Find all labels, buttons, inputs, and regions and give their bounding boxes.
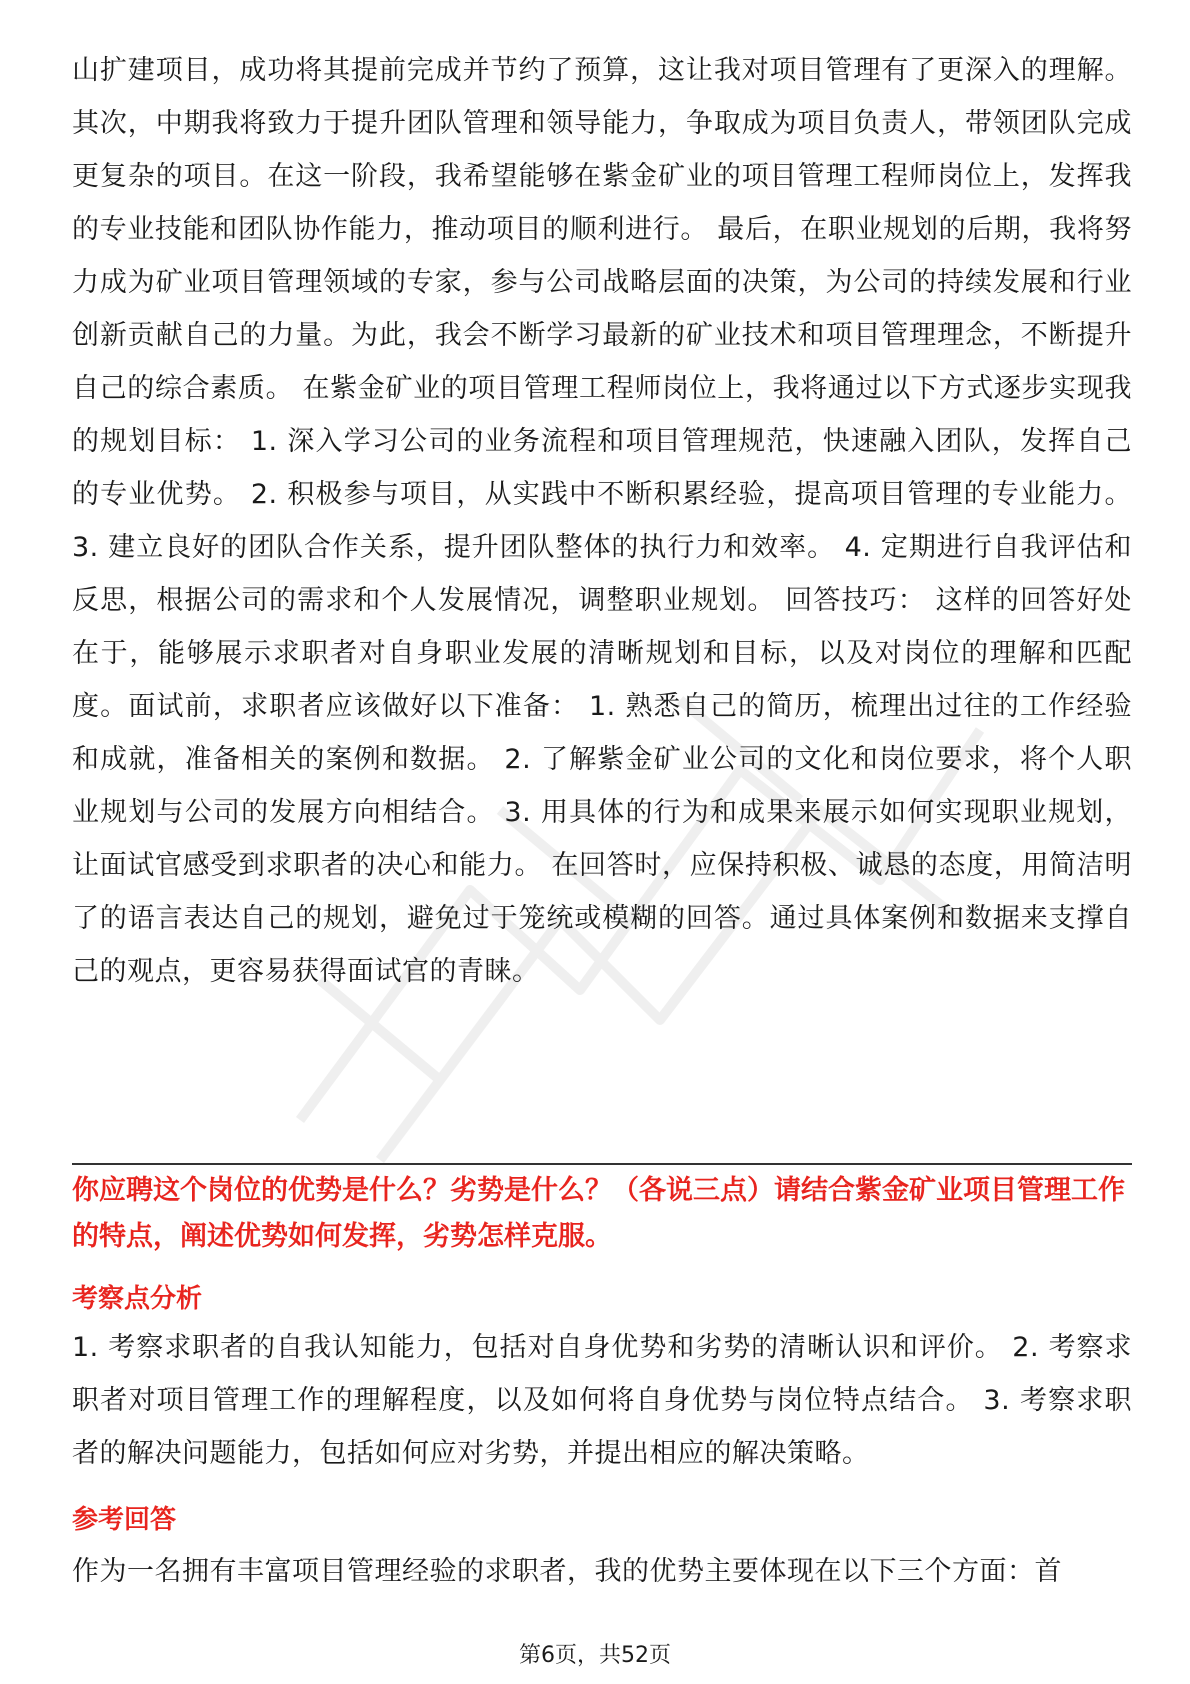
reference-answer-heading: 参考回答 — [72, 1505, 177, 1535]
continued-answer-paragraph: 山扩建项目，成功将其提前完成并节约了预算，这让我对项目管理有了更深入的理解。 其次，中期我将致力于提升团队管理和领导能力，争取成为项目负责人，带领团队完成更复杂的项目。在这一阶段，我希望能够在紫金矿业的项目管理工程师岗位上，发挥我的专业技能和团队协作能力，推动项目的顺利进行。 最后，在职业规划的后期，我将努力成为矿业项目管理领域的专家，参与公司战略层面的决策，为公司的持续发展和行业创新贡献自己的力量。为此，我会不断学习最新的矿业技术和项目管理理念，不断提升自己的综合素质。 在紫金矿业的项目管理工程师岗位上，我将通过以下方式逐步实现我的规划目标： 1. 深入学习公司的业务流程和项目管理规范，快速融入团队，发挥自己的专业优势。 2. 积极参与项目，从实践中不断积累经验，提高项目管理的专业能力。 3. 建立良好的团队合作关系，提升团队整体的执行力和效率。 4. 定期进行自我评估和反思，根据公司的需求和个人发展情况，调整职业规划。 回答技巧： 这样的回答好处在于，能够展示求职者对自身职业发展的清晰规划和目标，以及对岗位的理解和匹配度。面试前，求职者应该做好以下准备： 1. 熟悉自己的简历，梳理出过往的工作经验和成就，准备相关的案例和数据。 2. 了解紫金矿业公司的文化和岗位要求，将个人职业规划与公司的发展方向相结合。 3. 用具体的行为和成果来展示如何实现职业规划，让面试官感受到求职者的决心和能力。 在回答时，应保持积极、诚恳的态度，用简洁明了的语言表达自己的规划，避免过于笼统或模糊的回答。通过具体案例和数据来支撑自己的观点，更容易获得面试官的青睐。 — [72, 55, 1132, 987]
reference-answer-paragraph: 作为一名拥有丰富项目管理经验的求职者，我的优势主要体现在以下三个方面：首 — [72, 1556, 1062, 1587]
analysis-heading: 考察点分析 — [72, 1284, 203, 1314]
analysis-paragraph: 1. 考察求职者的自我认知能力，包括对自身优势和劣势的清晰认识和评价。 2. 考察求职者对项目管理工作的理解程度，以及如何将自身优势与岗位特点结合。 3. 考察求职者的解决问题能力，包括如何应对劣势，并提出相应的解决策略。 — [72, 1332, 1132, 1469]
section-divider — [72, 1163, 1132, 1165]
page-number: 第6页，共52页 — [519, 1643, 671, 1668]
interview-question: 你应聘这个岗位的优势是什么？劣势是什么？（各说三点）请结合紫金矿业项目管理工作的特点，阐述优势如何发挥，劣势怎样克服。 — [72, 1175, 1125, 1252]
